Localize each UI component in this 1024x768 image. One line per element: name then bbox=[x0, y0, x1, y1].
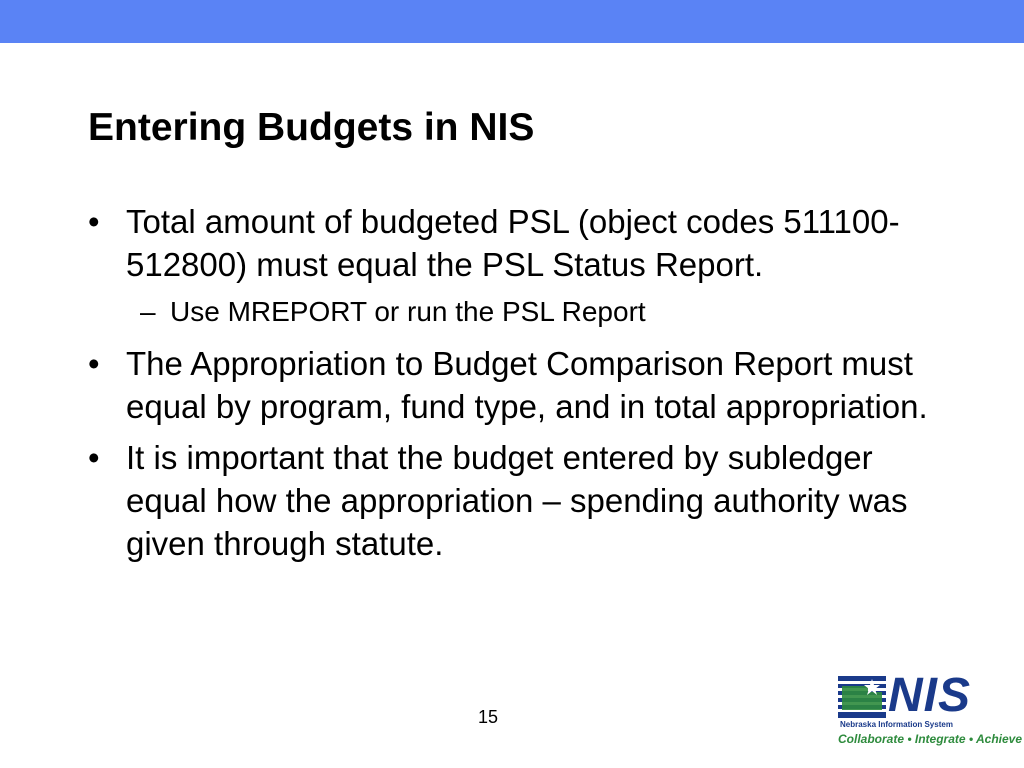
page-number: 15 bbox=[478, 707, 499, 727]
bullet-item bbox=[88, 342, 948, 428]
logo-caption: Nebraska Information System bbox=[840, 720, 953, 729]
slide-body bbox=[88, 200, 948, 573]
slide-title: Entering Budgets in NIS bbox=[88, 106, 535, 149]
logo-tagline: Collaborate • Integrate • Achieve bbox=[838, 732, 1023, 746]
bullet-item bbox=[88, 436, 948, 565]
bullet-text: It is important that the budget entered by subledger equal how the appropriation – spending authority was given through statute. bbox=[126, 439, 908, 562]
bullet-item bbox=[88, 200, 948, 286]
nis-logo bbox=[836, 669, 1023, 754]
bullet-mark: • bbox=[88, 203, 100, 240]
logo-word: NIS bbox=[888, 669, 972, 722]
sub-bullet-item bbox=[88, 294, 948, 330]
bullet-text: The Appropriation to Budget Comparison Report must equal by program, fund type, and in total appropriation. bbox=[126, 345, 928, 425]
bullet-mark: • bbox=[88, 439, 100, 476]
bullet-text: Total amount of budgeted PSL (object codes 511100-512800) must equal the PSL Status Report. bbox=[126, 203, 900, 283]
sub-bullet-mark: – bbox=[140, 296, 156, 327]
sub-bullet-text: Use MREPORT or run the PSL Report bbox=[170, 296, 646, 327]
nebraska-emblem-icon bbox=[838, 676, 886, 718]
bullet-mark: • bbox=[88, 345, 100, 382]
top-bar bbox=[0, 0, 1024, 43]
